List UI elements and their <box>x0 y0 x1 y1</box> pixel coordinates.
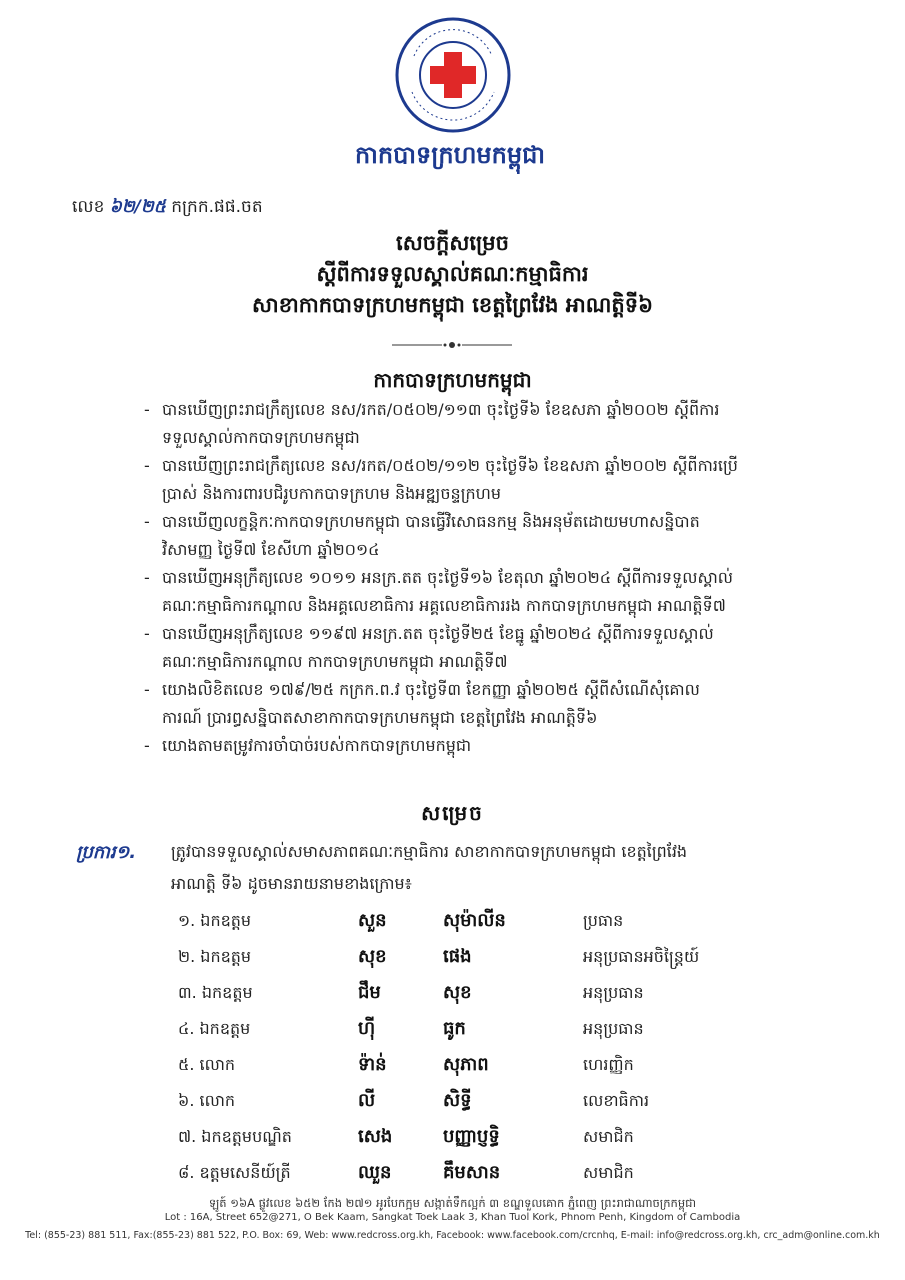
member-family-name: លី <box>358 1090 376 1111</box>
member-given-name: គឹមសាន <box>443 1162 501 1183</box>
member-list <box>178 904 798 1192</box>
member-row <box>178 1156 798 1192</box>
member-family-name: សុខ <box>358 946 387 967</box>
member-row <box>178 1012 798 1048</box>
member-role: អនុប្រធានអចិន្ត្រៃយ៍ <box>583 947 700 966</box>
member-role: លេខាធិការ <box>583 1091 650 1110</box>
member-given-name: សិទ្ធី <box>443 1090 472 1111</box>
whereas-item: - យោងតាមតម្រូវការចាំបាច់របស់កាកបាទក្រហមកម្ពុជា <box>142 732 842 760</box>
reference-suffix: កក្រក.ផផ.ចត <box>171 197 263 217</box>
letterhead-footer <box>0 1196 905 1243</box>
member-family-name: ហ៊ី <box>358 1018 376 1039</box>
member-family-name: សួន <box>358 910 387 931</box>
member-title: ៣. ឯកឧត្តម <box>178 983 253 1002</box>
member-given-name: ផេង <box>443 946 472 967</box>
member-title: ៥. លោក <box>178 1055 236 1074</box>
member-row <box>178 1084 798 1120</box>
member-role: ប្រធាន <box>583 911 624 930</box>
article-text-line-2: អាណត្តិ ទី៦ ដូចមានរាយនាមខាងក្រោម៖ <box>171 874 412 893</box>
whereas-item: - បានឃើញព្រះរាជក្រឹត្យលេខ នស/រកត/០៥០២/១១៣ ចុះថ្ងៃទី៦ ខែឧសភា ឆ្នាំ២០០២ ស្តីពីការ ទទួលស្គាល់កាកបាទក្រហមកម្ពុជា <box>142 396 842 452</box>
document-title <box>100 228 805 321</box>
whereas-item: - បានឃើញលក្ខន្តិកៈកាកបាទក្រហមកម្ពុជា បានធ្វើវិសោធនកម្ម និងអនុម័តដោយមហាសន្និបាត វិសាមញ្ញ ថ្ងៃទី៧ ខែសីហា ឆ្នាំ២០១៤ <box>142 508 842 564</box>
member-given-name: សុភាព <box>443 1054 489 1075</box>
title-line-1: សេចក្តីសម្រេច <box>396 231 509 255</box>
member-row <box>178 940 798 976</box>
issuer-heading: កាកបាទក្រហមកម្ពុជា <box>373 368 532 392</box>
member-family-name: ជឹម <box>358 982 381 1003</box>
red-cross-logo-icon <box>392 14 514 136</box>
member-title: ៨. ឧត្តមសេនីយ៍ត្រី <box>178 1163 291 1182</box>
member-title: ២. ឯកឧត្តម <box>178 947 252 966</box>
footer-address-english: Lot : 16A, Street 652@271, O Bek Kaam, Sangkat Toek Laak 3, Khan Tuol Kork, Phnom Penh, Kingdom of Cambodia <box>164 1212 741 1223</box>
member-title: ១. ឯកឧត្តម <box>178 911 252 930</box>
member-given-name: បញ្ញាប្ញទ្ធិ <box>443 1126 500 1147</box>
reference-prefix: លេខ <box>72 197 105 217</box>
whereas-item: - យោងលិខិតលេខ ១៧៩/២៥ កក្រក.ព.វ ចុះថ្ងៃទី៣ ខែកញ្ញា ឆ្នាំ២០២៥ ស្តីពីសំណើសុំគោល ការណ៍ ប្រារព្ធសន្និបាតសាខាកាកបាទក្រហមកម្ពុជា ខេត្តព្រៃវែង អាណត្តិទី៦ <box>142 676 842 732</box>
member-given-name: ធូក <box>443 1018 466 1039</box>
member-role: សមាជិក <box>583 1127 634 1146</box>
organization-name: កាកបាទក្រហមកម្ពុជា <box>355 140 545 169</box>
whereas-item: - បានឃើញអនុក្រឹត្យលេខ ១១៩៧ អនក្រ.តត ចុះថ្ងៃទី២៥ ខែធ្នូ ឆ្នាំ២០២៤ ស្តីពីការទទួលស្គាល់ គណៈកម្មាធិការកណ្តាល កាកបាទក្រហមកម្ពុជា អាណត្តិទី៧ <box>142 620 842 676</box>
decision-heading: សម្រេច <box>421 801 484 825</box>
member-family-name: សេង <box>358 1126 393 1147</box>
title-line-2: ស្តីពីការទទួលស្គាល់គណៈកម្មាធិការ <box>316 262 589 286</box>
member-title: ៤. ឯកឧត្តម <box>178 1019 251 1038</box>
member-role: អនុប្រធាន <box>583 983 644 1002</box>
member-role: ហេរញ្ញិក <box>583 1055 634 1074</box>
member-family-name: ឈួន <box>358 1162 392 1183</box>
member-row <box>178 1048 798 1084</box>
member-family-name: ទ៉ាន់ <box>358 1054 387 1075</box>
article-label: ប្រការ១. <box>76 842 137 863</box>
member-title: ៧. ឯកឧត្តមបណ្ឌិត <box>178 1127 292 1146</box>
member-title: ៦. លោក <box>178 1091 236 1110</box>
member-row <box>178 976 798 1012</box>
reference-code: ៦២/២៥ <box>109 197 166 217</box>
footer-address-khmer: ឡូត៍ ១៦A ផ្លូវលេខ ៦៥២ កែង ២៧១ អូរបែកក្អម សង្កាត់ទឹកល្អក់ ៣ ខណ្ឌទួលគោក ភ្នំពេញ ព្រះរាជាណាចក្រកម្ពុជា <box>208 1196 697 1210</box>
whereas-item: - បានឃើញព្រះរាជក្រឹត្យលេខ នស/រកត/០៥០២/១១២ ចុះថ្ងៃទី៦ ខែឧសភា ឆ្នាំ២០០២ ស្តីពីការប្រើ ប្រាស់ និងការពារបជិរូបកាកបាទក្រហម និងអឌ្ឍចន្ទក្រហម <box>142 452 842 508</box>
article-text-line-1: ត្រូវបានទទួលស្គាល់សមាសភាពគណៈកម្មាធិការ សាខាកាកបាទក្រហមកម្ពុជា ខេត្តព្រៃវែង <box>171 842 688 861</box>
member-role: អនុប្រធាន <box>583 1019 644 1038</box>
whereas-item: - បានឃើញអនុក្រឹត្យលេខ ១០១១ អនក្រ.តត ចុះថ្ងៃទី១៦ ខែតុលា ឆ្នាំ២០២៤ ស្តីពីការទទួលស្គាល់ គណៈកម្មាធិការកណ្តាល និងអគ្គលេខាធិការ អគ្គលេខាធិការរង កាកបាទក្រហមកម្ពុជា អាណត្តិទី៧ <box>142 564 842 620</box>
member-given-name: សុម៉ាលីន <box>443 910 506 931</box>
reference-number <box>72 196 263 221</box>
title-line-3: សាខាកាកបាទក្រហមកម្ពុជា ខេត្តព្រៃវែង អាណត្តិទី៦ <box>252 293 653 317</box>
member-row <box>178 1120 798 1156</box>
ornamental-divider-icon <box>392 340 512 350</box>
member-given-name: សុខ <box>443 982 472 1003</box>
member-role: សមាជិក <box>583 1163 634 1182</box>
member-row <box>178 904 798 940</box>
whereas-list <box>142 396 842 760</box>
footer-contact-info: Tel: (855-23) 881 511, Fax:(855-23) 881 522, P.O. Box: 69, Web: www.redcross.org.kh, Facebook: www.facebook.com/crcnhq, E-mail: info@redcross.org.kh, crc_adm@online.com.kh <box>25 1230 880 1241</box>
